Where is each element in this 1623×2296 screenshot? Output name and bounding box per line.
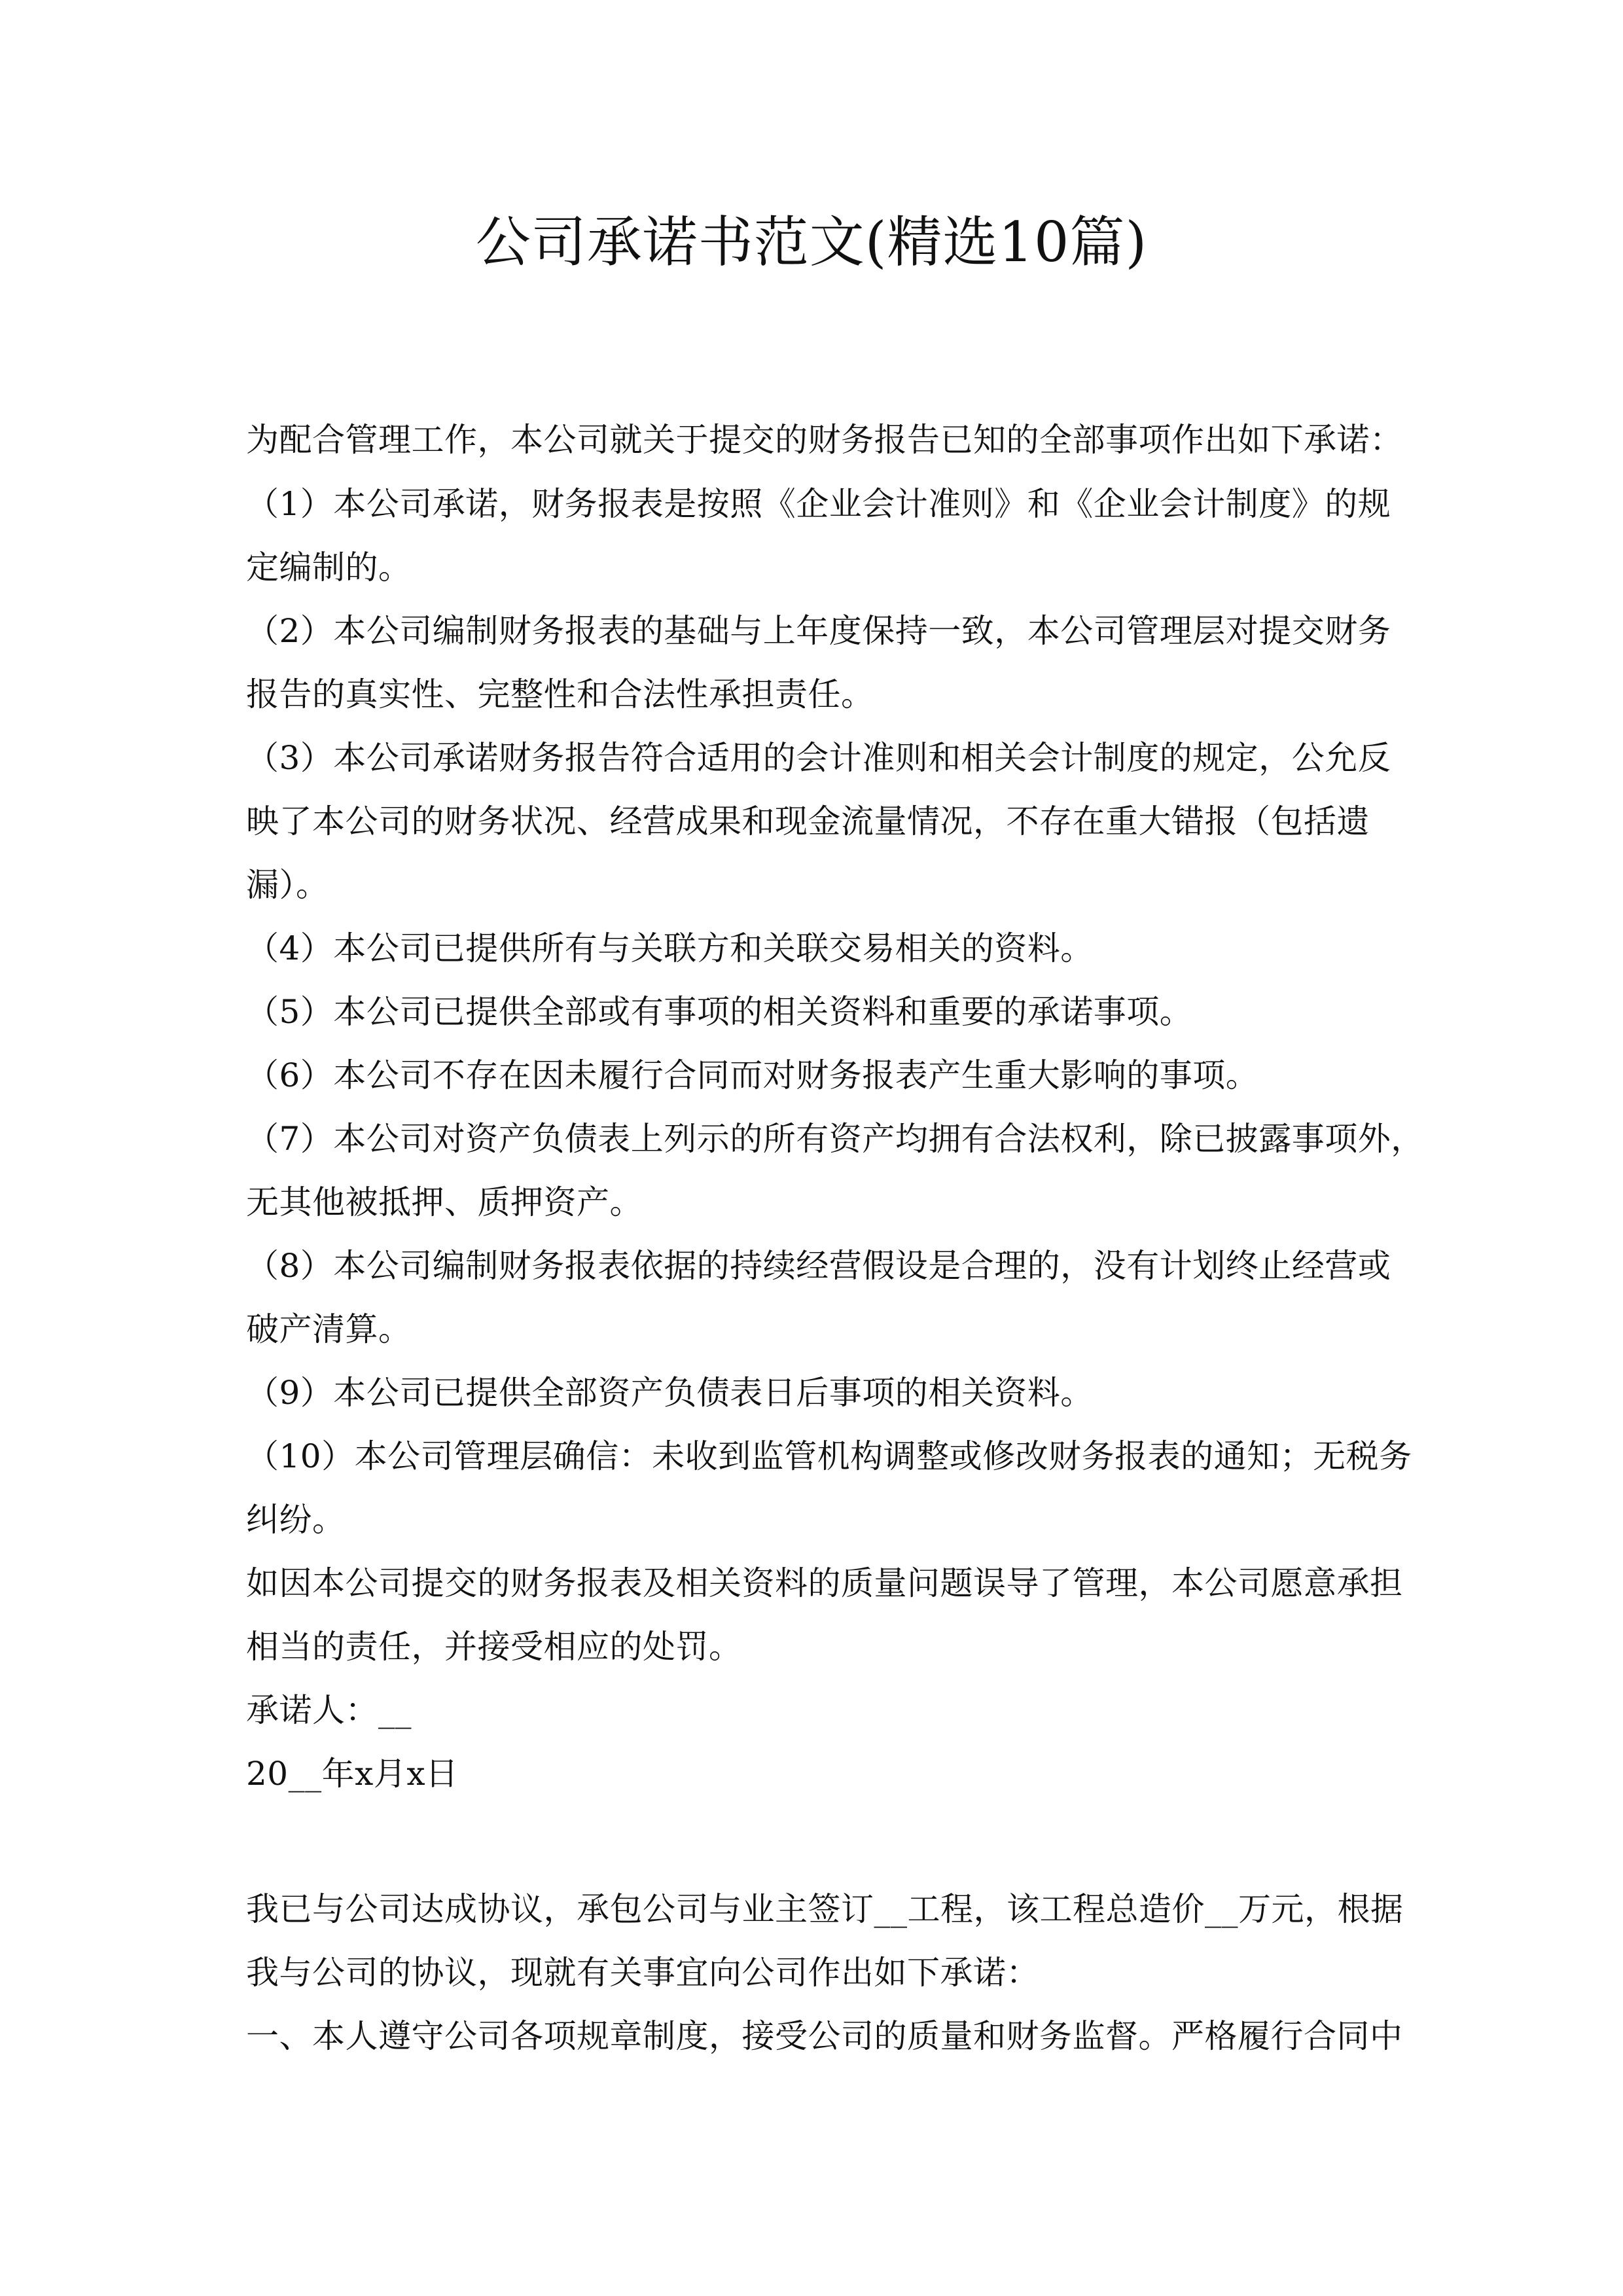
item4: （4）本公司已提供所有与关联方和关联交易相关的资料。: [246, 929, 1094, 967]
item10-line1: （10）本公司管理层确信：未收到监管机构调整或修改财务报表的通知；无税务: [246, 1437, 1412, 1475]
item2-line2: 报告的真实性、完整性和合法性承担责任。: [246, 675, 874, 713]
item1-line1: （1）本公司承诺，财务报表是按照《企业会计准则》和《企业会计制度》的规: [246, 485, 1391, 523]
item7-line1: （7）本公司对资产负债表上列示的所有资产均拥有合法权利，除已披露事项外，: [246, 1120, 1424, 1158]
date-line: 20__年x月x日: [246, 1755, 459, 1793]
signatory-line: 承诺人：__: [246, 1691, 412, 1729]
item3-line1: （3）本公司承诺财务报告符合适用的会计准则和相关会计制度的规定，公允反: [246, 739, 1391, 777]
item8-line1: （8）本公司编制财务报表依据的持续经营假设是合理的，没有计划终止经营或: [246, 1247, 1391, 1285]
item10-line2: 纠纷。: [246, 1501, 346, 1539]
item1-line2: 定编制的。: [246, 548, 412, 586]
section2-intro-line2: 我与公司的协议，现就有关事宜向公司作出如下承诺：: [246, 1954, 1039, 1992]
item8-line2: 破产清算。: [246, 1310, 412, 1348]
item6: （6）本公司不存在因未履行合同而对财务报表产生重大影响的事项。: [246, 1056, 1259, 1094]
section1-intro: 为配合管理工作，本公司就关于提交的财务报告已知的全部事项作出如下承诺：: [246, 421, 1403, 459]
document-title: 公司承诺书范文(精选10篇): [475, 210, 1148, 274]
item7-line2: 无其他被抵押、质押资产。: [246, 1183, 643, 1221]
item3-line2: 映了本公司的财务状况、经营成果和现金流量情况，不存在重大错报（包括遗: [246, 802, 1370, 840]
closing-line1: 如因本公司提交的财务报表及相关资料的质量问题误导了管理，本公司愿意承担: [246, 1564, 1403, 1602]
item2-line1: （2）本公司编制财务报表的基础与上年度保持一致，本公司管理层对提交财务: [246, 612, 1391, 650]
item3-line3: 漏）。: [246, 866, 329, 904]
item9: （9）本公司已提供全部资产负债表日后事项的相关资料。: [246, 1374, 1094, 1412]
section2-point1-line1: 一、本人遵守公司各项规章制度，接受公司的质量和财务监督。严格履行合同中: [246, 2017, 1403, 2055]
item5: （5）本公司已提供全部或有事项的相关资料和重要的承诺事项。: [246, 993, 1193, 1031]
section2-intro-line1: 我已与公司达成协议，承包公司与业主签订__工程，该工程总造价__万元，根据: [246, 1890, 1404, 1928]
closing-line2: 相当的责任，并接受相应的处罚。: [246, 1628, 742, 1666]
